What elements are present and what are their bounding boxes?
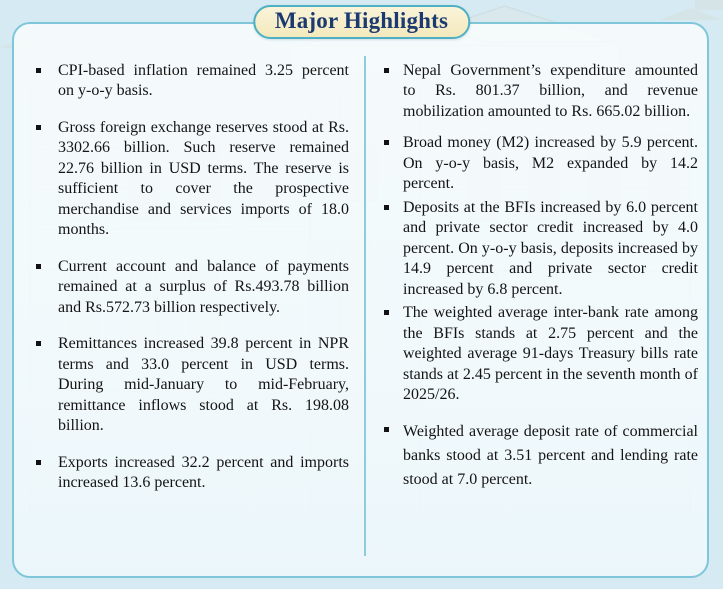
highlight-text: Nepal Government’s expenditure amounted to Rs. 801.37 billion, and revenue mobilization amounted to Rs. 665.02 billion. xyxy=(403,62,698,120)
square-bullet-icon xyxy=(36,68,41,73)
square-bullet-icon xyxy=(36,264,41,269)
square-bullet-icon xyxy=(384,68,389,73)
square-bullet-icon xyxy=(36,460,41,465)
highlight-item-govt-expenditure xyxy=(380,61,698,122)
square-bullet-icon xyxy=(384,427,389,432)
title-badge xyxy=(253,5,470,39)
highlight-item-cpi-inflation xyxy=(32,61,349,102)
highlight-text: Deposits at the BFIs increased by 6.0 percent and private sector credit increased by 4.0 percent. On y-o-y basis, deposits increased by 14.9 percent and private sector credit increased by 6.8 percent. xyxy=(403,198,698,298)
highlight-item-deposits-credit xyxy=(380,198,698,300)
highlight-text: Broad money (M2) increased by 5.9 percent. On y-o-y basis, M2 expanded by 14.2 percent. xyxy=(403,134,698,193)
highlights-panel xyxy=(12,22,709,578)
highlight-text: Exports increased 32.2 percent and imports increased 13.6 percent. xyxy=(58,453,349,491)
column-divider xyxy=(364,56,366,556)
highlight-item-interbank-rate xyxy=(380,303,698,405)
square-bullet-icon xyxy=(36,341,41,346)
highlight-item-forex-reserves xyxy=(32,118,349,241)
square-bullet-icon xyxy=(384,310,389,315)
square-bullet-icon xyxy=(384,205,389,210)
page-title: Major Highlights xyxy=(274,8,449,33)
highlight-text: Remittances increased 39.8 percent in NPR terms and 33.0 percent in USD terms. During mid-January to mid-February, remittance inflows stood at Rs. 198.08 billion. xyxy=(58,335,349,435)
highlight-item-exports-imports xyxy=(32,453,349,494)
right-column xyxy=(380,61,698,503)
highlight-item-remittances xyxy=(32,334,349,436)
highlight-text: Weighted average deposit rate of commercial banks stood at 3.51 percent and lending rate stood at 7.0 percent. xyxy=(403,422,698,488)
highlight-item-broad-money xyxy=(380,133,698,194)
highlight-text: CPI-based inflation remained 3.25 percent on y-o-y basis. xyxy=(58,62,349,100)
square-bullet-icon xyxy=(384,140,389,145)
highlight-text: Current account and balance of payments remained at a surplus of Rs.493.78 billion and Rs.572.73 billion respectively. xyxy=(58,257,349,316)
left-column xyxy=(32,61,349,509)
square-bullet-icon xyxy=(36,125,41,130)
highlight-text: The weighted average inter-bank rate among the BFIs stands at 2.75 percent and the weighted average 91-days Treasury bills rate stands at 2.45 percent in the seventh month of 2025/26. xyxy=(403,304,698,404)
highlight-text: Gross foreign exchange reserves stood at Rs. 3302.66 billion. Such reserve remained 22.76 billion in USD terms. The reserve is sufficient to cover the prospective merchandise and services imports of 18.0 months. xyxy=(58,118,349,239)
highlight-item-current-account xyxy=(32,257,349,318)
highlight-item-deposit-lending-rate xyxy=(380,420,698,492)
